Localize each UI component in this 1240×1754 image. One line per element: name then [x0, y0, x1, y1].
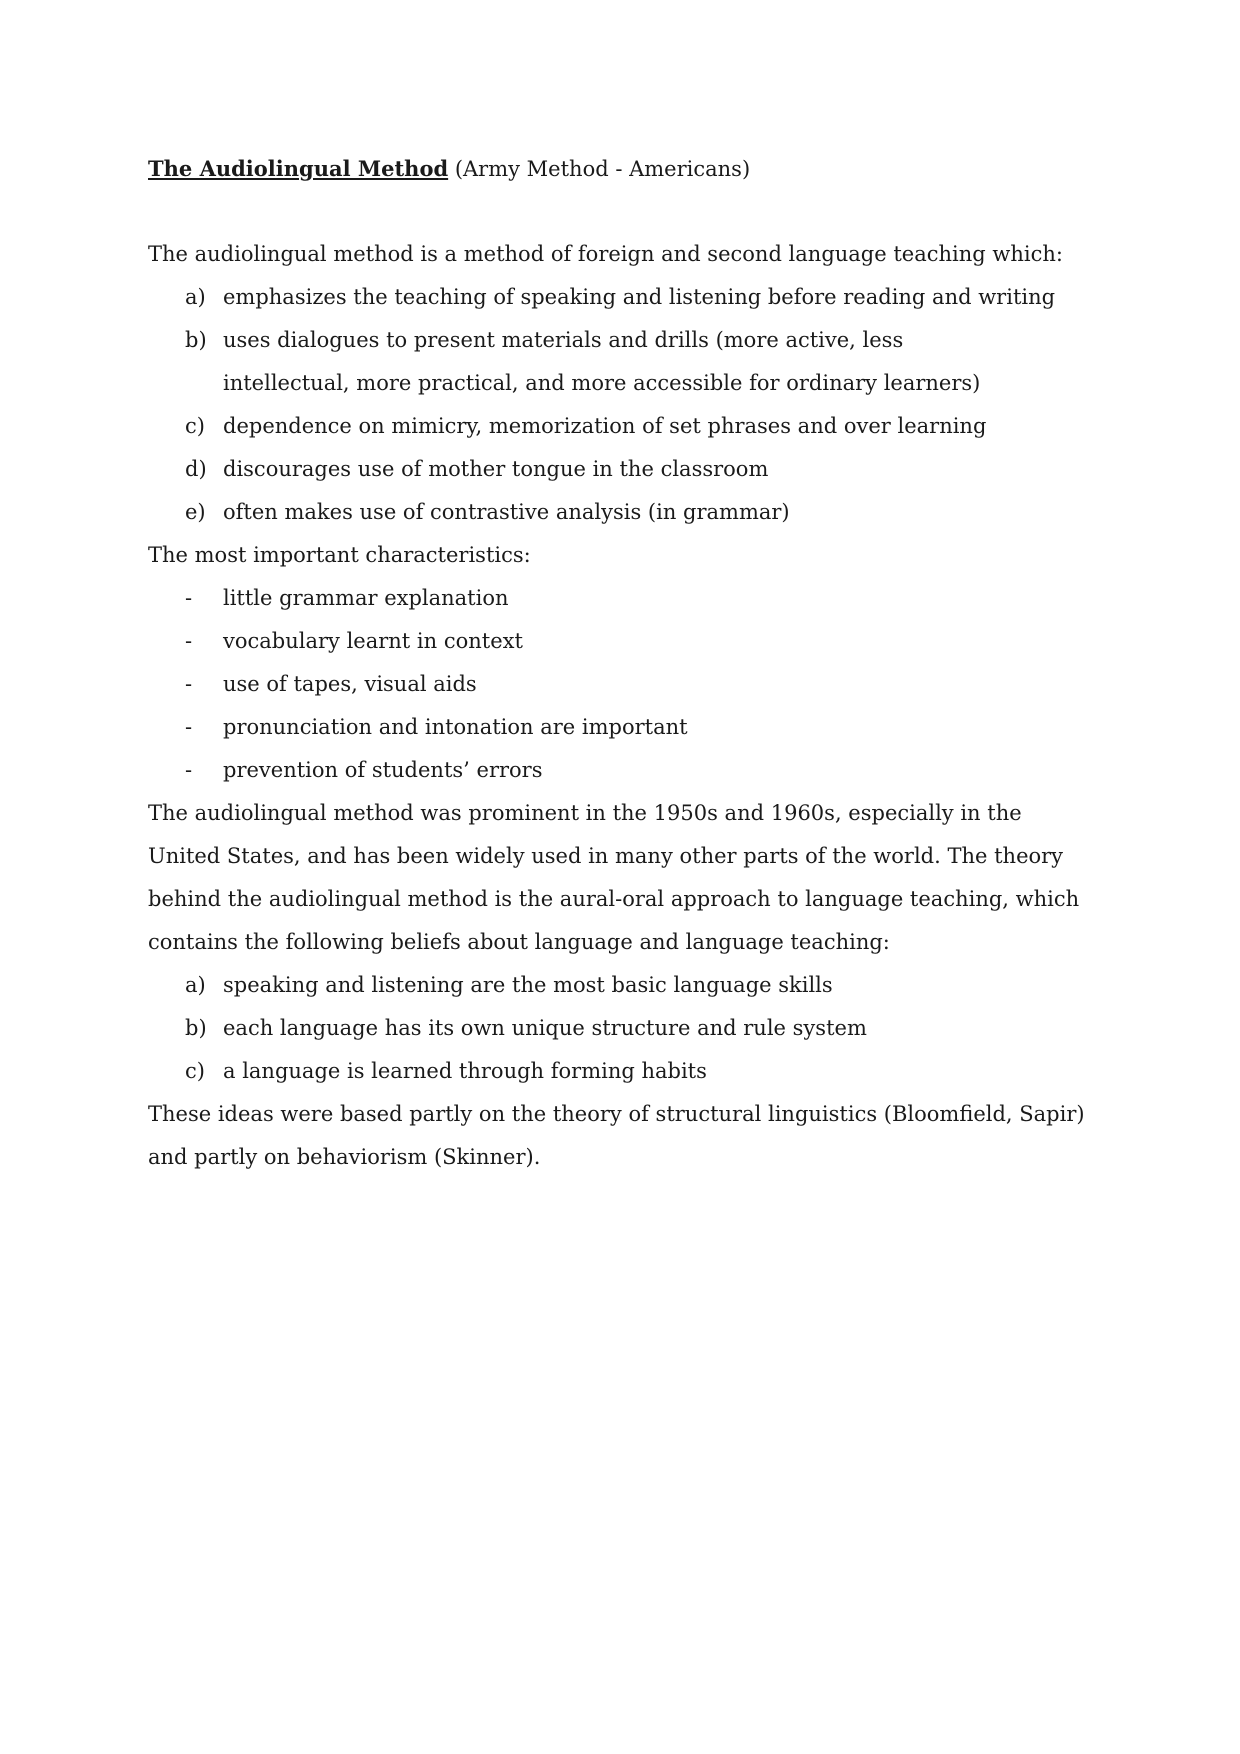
list-item-text: uses dialogues to present materials and drills (more active, less intellectual, more practical, and more accessible for ordinary learners)	[223, 328, 981, 395]
list-item	[148, 405, 1088, 448]
dash-marker: -	[185, 672, 193, 696]
dash-marker: -	[185, 629, 193, 653]
list-item	[148, 964, 1088, 1007]
list-item	[148, 319, 1088, 405]
list-marker: c)	[185, 414, 205, 438]
list-item	[148, 1050, 1088, 1093]
document-subtitle: (Army Method - Americans)	[454, 157, 751, 181]
list-marker: b)	[185, 328, 207, 352]
list-item-text: often makes use of contrastive analysis (in grammar)	[223, 500, 790, 524]
list-item	[148, 448, 1088, 491]
list-marker: a)	[185, 285, 206, 309]
list-item	[148, 749, 1088, 792]
history-paragraph: The audiolingual method was prominent in the 1950s and 1960s, especially in the United States, and has been widely used in many other parts of the world. The theory behind the audiolingual method is the aural-oral approach to language teaching, which contains the following beliefs about language and language teaching:	[148, 801, 1080, 954]
characteristics-list	[148, 577, 1088, 792]
list-marker: b)	[185, 1016, 207, 1040]
list-marker: c)	[185, 1059, 205, 1083]
dash-marker: -	[185, 586, 193, 610]
list-item-text: a language is learned through forming habits	[223, 1059, 707, 1083]
dash-marker: -	[185, 758, 193, 782]
closing-paragraph: These ideas were based partly on the theory of structural linguistics (Bloomfield, Sapir) and partly on behaviorism (Skinner).	[148, 1102, 1085, 1169]
list-item-text: each language has its own unique structure and rule system	[223, 1016, 867, 1040]
list-marker: e)	[185, 500, 206, 524]
list-item	[148, 663, 1088, 706]
list-item-text: vocabulary learnt in context	[223, 629, 523, 653]
list-item	[148, 1007, 1088, 1050]
list-item-text: dependence on mimicry, memorization of set phrases and over learning	[223, 414, 987, 438]
list-item-text: speaking and listening are the most basic language skills	[223, 973, 833, 997]
dash-marker: -	[185, 715, 193, 739]
list-item-text: discourages use of mother tongue in the classroom	[223, 457, 769, 481]
document-title: The Audiolingual Method	[148, 156, 449, 181]
list-item	[148, 276, 1088, 319]
list-item-text: use of tapes, visual aids	[223, 672, 477, 696]
list-item-text: emphasizes the teaching of speaking and listening before reading and writing	[223, 285, 1056, 309]
heading-line	[148, 147, 1088, 190]
list-item-text: prevention of students’ errors	[223, 758, 543, 782]
list-item	[148, 577, 1088, 620]
list-item	[148, 620, 1088, 663]
list-item	[148, 491, 1088, 534]
list-item-text: pronunciation and intonation are important	[223, 715, 688, 739]
list-item-text: little grammar explanation	[223, 586, 509, 610]
beliefs-list	[148, 964, 1088, 1093]
characteristics-heading: The most important characteristics:	[148, 543, 531, 567]
list-item	[148, 706, 1088, 749]
list-marker: a)	[185, 973, 206, 997]
document-content	[148, 147, 1088, 1179]
intro-list	[148, 276, 1088, 534]
intro-text: The audiolingual method is a method of foreign and second language teaching which:	[148, 242, 1063, 266]
list-marker: d)	[185, 457, 207, 481]
